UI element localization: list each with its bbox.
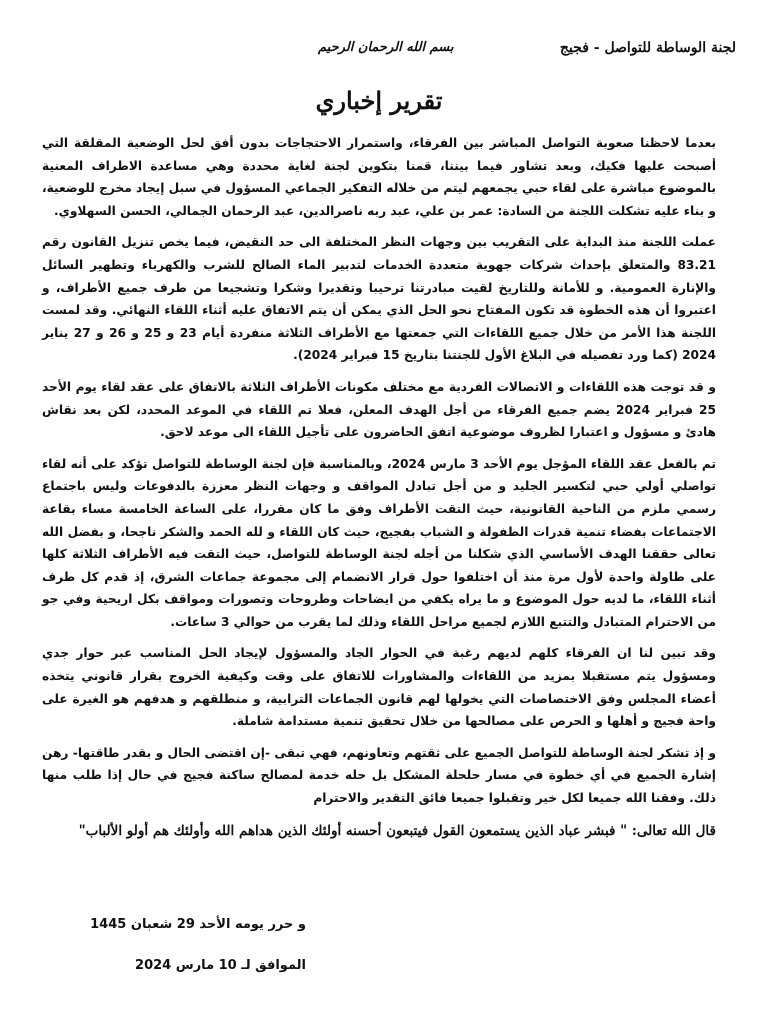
committee-name: لجنة الوساطة للتواصل - فجيج (559, 40, 736, 56)
paragraph-first-meeting: و قد توجت هذه اللقاءات و الاتصالات الفردية مع مختلف مكونات الأطراف الثلاثة بالاتفاق على عقد لقاء يوم الأحد 25 فبراير 2024 يضم جميع الفرقاء من أجل الهدف المعلن، فعلا تم اللقاء في الموعد المحدد، لكن بعد نقاش هادئ و مسؤول و اعتبارا لظروف موضوعية اتفق الحاضرون على تأجيل اللقاء الى موعد لاحق. (42, 379, 717, 440)
paragraph-intro: بعدما لاحظنا صعوبة التواصل المباشر بين الفرقاء، واستمرار الاحتجاجات بدون أفق لحل الوضعية المقلقة التي أصبحت عليها فكيك، وبعد تشاور فيما بيننا، قمنا بتكوين لجنة لغاية محددة وهي مساعدة الاطراف المعنية بالموضوع مباشرة على لقاء حبي يجمعهم ليتم من خلاله التفكير الجماعي المسؤول في سبل إيجاد مخرج للوضعية، و بناء عليه تشكلت اللجنة من السادة: عمر بن علي، عبد ربه ناصرالدين، عبد الرحمان الجمالي، الحسن السهلاوي. (42, 136, 716, 218)
basmala: بسم الله الرحمان الرحيم (318, 40, 454, 55)
gregorian-date: الموافق لـ 10 مارس 2024 (135, 958, 306, 973)
quran-verse: قال الله تعالى: " فبشر عباد الذين يستمعون القول فيتبعون أحسنه أولئك الذين هداهم الله وأولئك هم أولو الألباب" (78, 822, 716, 839)
paragraph-thanks: و إذ تشكر لجنة الوساطة للتواصل الجميع على ثقتهم وتعاونهم، فهي تبقى -إن اقتضى الحال و بقدر طاقتها- رهن إشارة الجميع في أي خطوة في مسار حلحلة المشكل بل حله خدمة لمصالح ساكنة فجيج في حال إذا طلب منها ذلك. وفقنا الله جميعا لكل خير وتقبلوا جميعا فائق التقدير والاحترام (42, 745, 716, 806)
hijri-date: و حرر يومه الأحد 29 شعبان 1445 (90, 917, 306, 932)
paragraph-conclusion: وقد تبين لنا ان الفرقاء كلهم لديهم رغبة في الحوار الجاد والمسؤول لإيجاد الحل المناسب عبر حوار جدي ومسؤول يتم مستقبلا بمزيد من اللقاءات والمشاورات للاتفاق على وقت وكيفية الخروج بقرار قانوني يتخذه أعضاء المجلس وفق الاختصاصات التي يخولها لهم قانون الجماعات الترابية، و منطلقهم و هدفهم هو الغيرة على واحة فجيج و أهلها و الحرص على مصالحها من خلال تحقيق تنمية مستدامة شاملة. (42, 646, 716, 729)
paragraph-law-approach: عملت اللجنة منذ البداية على التقريب بين وجهات النظر المختلفة الى حد النقيض، فيما يخص تنزيل القانون رقم 83.21 والمتعلق بإحداث شركات جهوية متعددة الخدمات لتدبير الماء الصالح للشرب والكهرباء وتطهير السائل والإنارة العمومية. و للأمانة وللتاريخ لقيت مبادرتنا ترحيبا وتقديرا وشكرا وتشجيعا من طرف جميع الأطراف، و اعتبروا أن هذه الخطوة قد تكون المفتاح نحو الحل الذي يمكن أن يتم الاتفاق عليه أثناء اللقاء النهائي. وقد لمست اللجنة هذا الأمر من خلال جميع اللقاءات التي جمعتها مع الأطراف الثلاثة منفردة أيام 23 و 25 و 26 و 27 يناير 2024 (كما ورد تفصيله في البلاغ الأول للجنتنا بتاريخ 15 فبراير 2024). (42, 235, 717, 363)
paragraph-second-meeting: تم بالفعل عقد اللقاء المؤجل يوم الأحد 3 مارس 2024، وبالمناسبة فإن لجنة الوساطة للتواصل تؤكد على أنه لقاء تواصلي أولي حبي لتكسير الجليد و من أجل تبادل المواقف و وجهات النظر معززة بالدفوعات وليس باجتماع رسمي ملزم من الناحية القانونية، حيث التقت الأطراف وفق ما كان مقررا، على الساعة الخامسة مساء بقاعة الاجتماعات بفضاء تنمية قدرات الطفولة و الشباب بفجيج، حيث كان اللقاء و لله الحمد والشكر ناجحا، و بفضل الله تعالى حققنا الهدف الأساسي الذي شكلنا من أجله لجنة الوساطة للتواصل، حيث التقت فيه الأطراف الثلاثة كلها على طاولة واحدة لأول مرة منذ أن اختلفوا حول قرار الانضمام إلى مجموعة جماعات الشرق، إذ قدم كل طرف أثناء اللقاء، ما لديه حول الموضوع و ما يراه يكفي من ايضاحات وطروحات وتصورات ومواقف بكل اريحية وفي جو من الاحترام المتبادل والتتبع اللازم لجميع مراحل اللقاء وذلك لما يقرب من حوالي 3 ساعات. (42, 456, 716, 629)
page-title: تقرير إخباري (315, 86, 443, 115)
report-body (42, 132, 716, 843)
